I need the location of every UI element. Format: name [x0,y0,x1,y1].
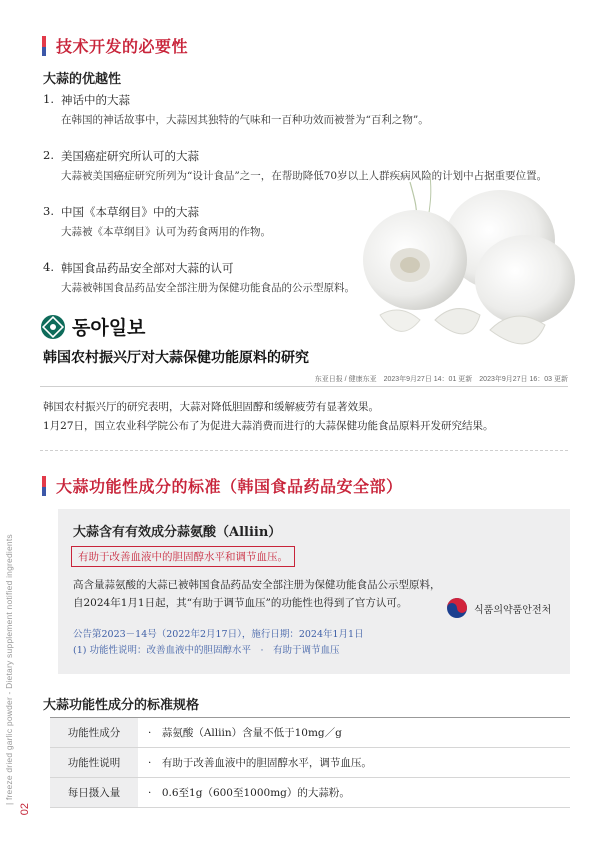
item-body: 大蒜被《本草纲目》认可为药食两用的作物。 [61,226,271,238]
item-heading: 神话中的大蒜 [61,93,130,107]
section-header-tech [42,34,188,57]
item-heading: 韩国食品药品安全部对大蒜的认可 [61,261,234,275]
news-logo-text: 동아일보 [72,317,146,339]
announcement-meta [73,627,364,659]
spec-table [50,717,570,808]
item-heading: 中国《本草纲目》中的大蒜 [61,205,199,219]
meta-line: 公告第2023－14号（2022年2月17日），施行日期：2024年1月1日 [73,629,364,640]
item-number: 4. [43,260,54,274]
news-headline: 韩国农村振兴厅对大蒜保健功能原料的研究 [43,350,309,366]
section-accent-bar [42,36,46,56]
section-accent-bar [42,476,46,496]
spec-value: · 蒜氨酸（Alliin）含量不低于10mg／g [138,718,570,748]
garlic-illustration [340,170,580,370]
table-row [50,778,570,808]
highlight-claim: 有助于改善血液中的胆固醇水平和调节血压。 [71,546,295,567]
item-heading: 美国癌症研究所认可的大蒜 [61,149,199,163]
page-number: 02 [19,803,31,816]
news-paragraph: 1月27日，国立农业科学院公布了为促进大蒜消费而进行的大蒜保健功能食品原料开发研究结果。 [43,420,494,432]
item-body: 在韩国的神话故事中，大蒜因其独特的气味和一百种功效而被誉为“百利之物”。 [61,114,429,126]
news-paragraph: 韩国农村振兴厅的研究表明，大蒜对降低胆固醇和缓解疲劳有显著效果。 [43,401,379,413]
item-number: 2. [43,148,54,162]
spec-value: · 有助于改善血液中的胆固醇水平，调节血压。 [138,748,570,778]
item-body: 大蒜被韩国食品药品安全部注册为保健功能食品的公示型原料。 [61,282,355,294]
mfds-logo [446,597,551,619]
standard-box-title: 大蒜含有有效成分蒜氨酸（Alliin） [73,525,282,540]
spec-key: 功能性成分 [50,718,138,748]
standard-box [58,509,570,674]
newspaper-emblem-icon [40,314,66,340]
section-header-standard [42,474,403,497]
meta-line: (1) 功能性说明：改善血液中的胆固醇水平 · 有助于调节血压 [73,645,340,656]
standard-box-text [73,576,441,612]
superiority-title: 大蒜的优越性 [43,72,122,87]
table-row [50,718,570,748]
spec-value: · 0.6至1g（600至1000mg）的大蒜粉。 [138,778,570,808]
text-line: 自2024年1月1日起，其“有助于调节血压”的功能性也得到了官方认可。 [73,597,408,609]
news-logo [40,313,145,340]
text-line: 高含量蒜氨酸的大蒜已被韩国食品药品安全部注册为保健功能食品公示型原料， [73,579,441,591]
news-meta: 东亚日报 / 健康东亚 2023年9月27日 14：01 更新 2023年9月27日 16：03 更新 [314,376,568,383]
table-row [50,748,570,778]
korea-taegeuk-icon [446,597,468,619]
mfds-name: 식품의약품안전처 [474,604,552,616]
item-body: 大蒜被美国癌症研究所列为“设计食品”之一，在帮助降低70岁以上人群疾病风险的计划中占据重要位置。 [61,170,548,182]
section-title: 大蒜功能性成分的标准（韩国食品药品安全部） [56,477,403,496]
section-title: 技术开发的必要性 [56,37,189,56]
item-number: 1. [43,92,54,106]
spec-key: 每日摄入量 [50,778,138,808]
news-body [43,398,563,436]
spec-key: 功能性说明 [50,748,138,778]
spec-title: 大蒜功能性成分的标准规格 [43,698,200,713]
divider [40,450,568,451]
item-number: 3. [43,204,54,218]
side-caption: | freeze dried garlic powder - Dietary supplement notified ingredients [4,534,14,805]
list-item [43,92,563,127]
divider [40,386,568,387]
